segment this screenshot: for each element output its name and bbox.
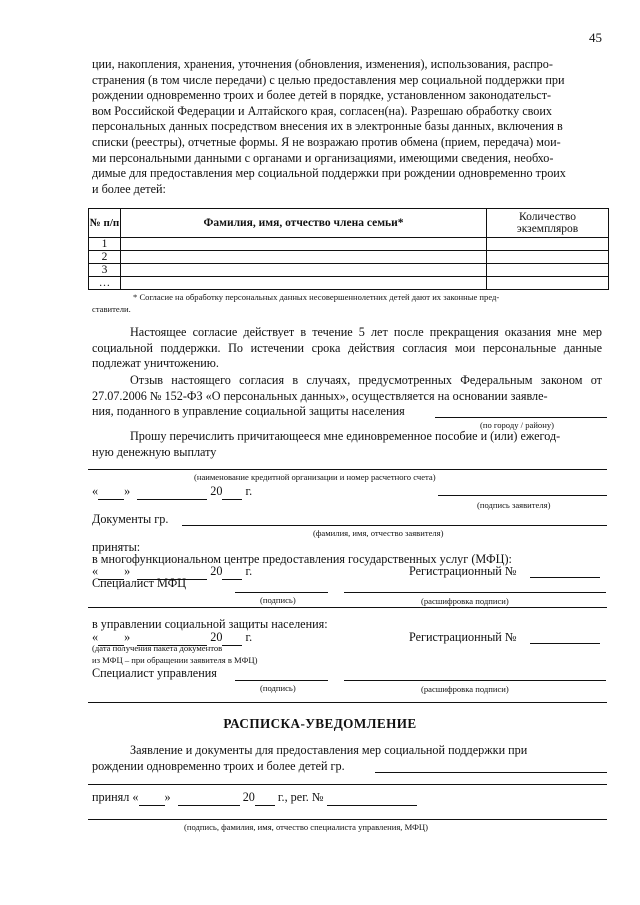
year-prefix: 20 [210,630,223,644]
intro-line: персональных данных посредством внесения их в электронные базы данных, включения в [92,119,563,134]
divider [88,702,607,703]
withdrawal-paragraph: Отзыв настоящего согласия в случаях, предусмотренных Федеральным законом от 27.07.2006 № 152-ФЗ «О персональных данных», осуществляется на основании заявле- [92,373,602,403]
footnote: * Согласие на обработку персональных данных несовершеннолетних детей дают их законные пред- [133,292,500,302]
month-field[interactable] [137,484,207,500]
month-field[interactable] [178,790,240,806]
dept-registration-label: Регистрационный № [409,630,517,644]
day-field[interactable] [98,484,124,500]
intro-line: ми персональными данными с органами и организациями, имеющими сведения, необхо- [92,150,554,165]
received-line [92,790,417,806]
year-field[interactable] [222,484,242,500]
header-copies: Количество экземпляров [487,209,609,238]
page-number: 45 [589,30,602,45]
dept-signature-field[interactable] [235,680,328,681]
date-quote-close: » [124,484,131,498]
divider [88,784,607,785]
date-quote-close: » [124,630,131,644]
day-field[interactable] [139,790,165,806]
caption-signature: (подпись) [260,683,296,693]
mfc-signature-decode-field[interactable] [344,592,606,593]
table-row [89,277,609,290]
mfc-label: в многофункциональном центре предоставления государственных услуг (МФЦ): [92,552,512,566]
year-field[interactable] [222,630,242,646]
date-quote-open: « [92,484,99,498]
intro-line: рождении одновременно троих и более детей в порядке, установленном законодательст- [92,88,552,103]
year-field[interactable] [222,564,242,580]
mfc-registration-label: Регистрационный № [409,564,517,578]
documents-label: Документы гр. [92,512,169,526]
intro-paragraph [92,57,602,197]
header-num: № п/п [89,209,121,238]
caption-signature: (подпись) [260,595,296,605]
year-suffix: г. [245,630,253,644]
row-copies-cell[interactable] [487,264,609,277]
withdrawal-last-line: ния, поданного в управление социальной защиты населения [92,404,405,418]
intro-line: списки (реестры), отчетные формы. Я не возражаю против обмена (прием, передача) мои- [92,134,561,149]
row-copies-cell[interactable] [487,238,609,251]
caption-signature-decode: (расшифровка подписи) [421,596,509,606]
receipt-applicant-field[interactable] [375,772,607,773]
year-prefix: 20 [242,790,255,804]
applicant-signature-field[interactable] [438,495,607,496]
row-num: 3 [89,264,121,277]
intro-line: димые для предоставления мер социальной поддержки при рождении одновременно троих [92,166,566,181]
caption-applicant-name: (фамилия, имя, отчество заявителя) [313,528,444,538]
caption-package-source: из МФЦ – при обращении заявителя в МФЦ) [92,655,258,665]
city-field[interactable] [435,417,607,418]
row-num: … [89,277,121,290]
row-num: 2 [89,251,121,264]
table-header-row [89,209,609,238]
row-num: 1 [89,238,121,251]
intro-line: странения (в том числе передачи) с целью предоставления мер социальной поддержки при [92,72,565,87]
row-copies-cell[interactable] [487,251,609,264]
row-name-cell[interactable] [121,264,487,277]
divider [88,607,607,608]
intro-line: вом Российской Федерации и Алтайского края, согласен(на). Разрешаю обработку своих [92,103,553,118]
receipt-registration-field[interactable] [327,790,417,806]
mfc-signature-field[interactable] [235,592,328,593]
bank-details-field[interactable] [88,469,607,470]
receipt-title: РАСПИСКА-УВЕДОМЛЕНИЕ [223,716,417,731]
date-quote-close: » [164,790,171,804]
dept-specialist-label: Специалист управления [92,666,217,680]
table-row [89,264,609,277]
caption-bank: (наименование кредитной организации и номер расчетного счета) [194,472,436,482]
row-name-cell[interactable] [121,277,487,290]
row-name-cell[interactable] [121,251,487,264]
social-dept-label: в управлении социальной защиты населения: [92,617,328,631]
payment-paragraph: Прошу перечислить причитающееся мне единовременное пособие и (или) ежегод- [130,429,561,443]
applicant-name-field[interactable] [182,525,607,526]
dept-signature-decode-field[interactable] [344,680,606,681]
mfc-registration-field[interactable] [530,577,600,578]
receipt-paragraph: Заявление и документы для предоставления мер социальной поддержки при [130,743,528,757]
caption-city: (по городу / району) [480,420,554,430]
received-label: принял [92,790,130,804]
family-members-table [88,208,609,290]
consent-validity-paragraph: Настоящее согласие действует в течение 5 лет после прекращения оказания мне мер социальной поддержки. По истечении срока действия согласия мои персональные данные подлежат уничтожению. [92,325,602,371]
mfc-specialist-label: Специалист МФЦ [92,576,187,590]
year-field[interactable] [255,790,275,806]
payment-last-line: ную денежную выплату [92,445,217,459]
date-quote-open: « [132,790,139,804]
row-copies-cell[interactable] [487,277,609,290]
row-name-cell[interactable] [121,238,487,251]
dept-registration-field[interactable] [530,643,600,644]
date-quote-open: « [92,630,99,644]
intro-line: и более детей: [92,181,166,196]
date-quote-open: « [92,564,99,578]
year-prefix: 20 [210,484,223,498]
intro-line: ции, накопления, хранения, уточнения (обновления, изменения), использования, распро- [92,57,553,71]
header-name: Фамилия, имя, отчество члена семьи* [121,209,487,238]
footnote-continuation: ставители. [92,304,131,314]
receiver-signature-field[interactable] [88,819,607,820]
caption-signature-decode: (расшифровка подписи) [421,684,509,694]
year-suffix: г. [245,484,253,498]
year-prefix: 20 [210,564,223,578]
date-quote-close: » [124,564,131,578]
year-suffix: г. [245,564,253,578]
reg-short-label: г., рег. № [277,790,324,804]
application-date [92,484,252,500]
accepted-label: приняты: [92,540,141,554]
receipt-last-line: рождении одновременно троих и более детей гр. [92,759,345,773]
table-row [89,238,609,251]
table-row [89,251,609,264]
caption-applicant-signature: (подпись заявителя) [477,500,551,510]
caption-receiver: (подпись, фамилия, имя, отчество специалиста управления, МФЦ) [184,822,428,832]
caption-package-date: (дата получения пакета документов [92,643,223,653]
